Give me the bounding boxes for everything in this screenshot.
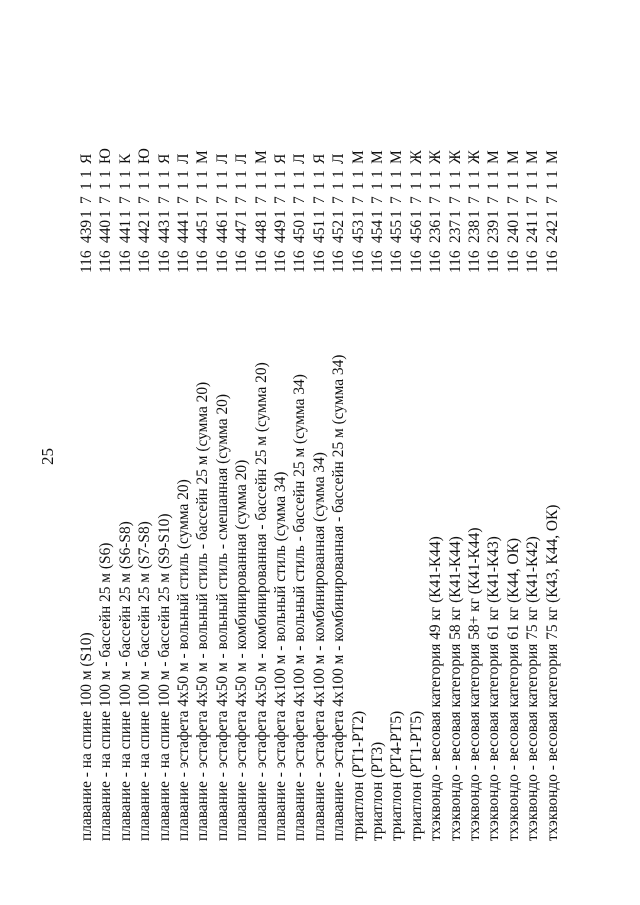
sport-discipline-name: плавание - на спине 100 м - бассейн 25 м (S6-S8) [116,521,134,841]
sport-discipline-name: тхэквондо - весовая категория 61 кг (К41-К43) [485,536,503,841]
sport-discipline-name: тхэквондо - весовая категория 75 кг (К41-К42) [524,536,542,841]
code-c2: 448 [252,219,270,243]
code-c4: 7 [485,196,503,204]
code-c2: 439 [78,219,95,243]
code-c1: 116 [388,250,406,273]
code-c3: 1 [291,210,309,218]
sport-discipline-name: тхэквондо - весовая категория 58+ кг (К41-К44) [466,527,483,841]
code-c5: 1 [543,182,561,190]
code-c1: 116 [136,250,154,273]
code-c2: 239 [485,219,503,243]
code-c4: 7 [155,196,173,204]
sport-discipline-name: плавание - эстафета 4х50 м - вольный стиль (сумма 20) [175,479,192,841]
table-row [271,0,290,905]
code-c3: 1 [136,210,154,218]
code-c1: 116 [116,250,134,273]
code-c6: 1 [543,170,561,178]
code-c7: Л [291,153,309,164]
code-group [446,152,465,273]
code-c2: 442 [136,219,154,243]
sport-discipline-name: плавание - эстафета 4х50 м - комбинированная - бассейн 25 м (сумма 20) [252,362,270,841]
code-c7: М [524,150,542,164]
code-c2: 444 [175,219,192,243]
table-row [213,0,232,905]
code-c7: Л [330,153,348,164]
code-group [387,152,406,273]
code-c7: Я [155,153,173,164]
code-c3: 1 [155,210,173,218]
code-group [116,152,135,273]
code-c4: 7 [388,196,406,204]
code-c4: 7 [213,196,231,204]
code-c5: 1 [291,182,309,190]
code-group [252,152,271,273]
sport-discipline-name: плавание - эстафета 4х100 м - комбинированная (сумма 34) [310,452,328,841]
table-row [465,0,484,905]
code-c1: 116 [369,250,386,273]
code-c2: 242 [543,219,561,243]
code-group [310,152,329,273]
code-c4: 7 [369,196,386,204]
code-c2: 447 [233,219,251,243]
code-c5: 1 [272,182,289,190]
code-c1: 116 [407,250,425,273]
code-c1: 116 [504,250,522,273]
table-row [290,0,309,905]
code-c1: 116 [78,250,95,273]
code-c3: 1 [446,210,464,218]
table-row [446,0,465,905]
code-c4: 7 [543,196,561,204]
code-c1: 116 [155,250,173,273]
code-group [213,152,232,273]
code-c5: 1 [446,182,464,190]
code-c2: 453 [349,219,367,243]
code-c6: 1 [194,170,212,178]
sport-discipline-name: плавание - эстафета 4х50 м - комбинированная (сумма 20) [233,459,251,841]
sport-discipline-name: тхэквондо - весовая категория 61 кг (К44, ОК) [504,537,522,841]
code-c4: 7 [427,196,445,204]
code-c5: 1 [504,182,522,190]
code-c3: 1 [78,210,95,218]
sport-discipline-name: триатлон (РТ3) [369,741,386,841]
code-c2: 455 [388,219,406,243]
code-c7: Ю [97,148,115,164]
code-c2: 449 [272,219,289,243]
code-c6: 1 [310,170,328,178]
code-c3: 1 [349,210,367,218]
code-c7: М [194,150,212,164]
code-c5: 1 [252,182,270,190]
code-c2: 236 [427,219,445,243]
code-c4: 7 [233,196,251,204]
table-row [135,0,154,905]
code-c2: 241 [524,219,542,243]
code-c1: 116 [175,250,192,273]
code-c3: 1 [252,210,270,218]
code-c4: 7 [291,196,309,204]
code-c5: 1 [175,182,192,190]
code-c5: 1 [97,182,115,190]
sport-discipline-name: плавание - эстафета 4х50 м - вольный стиль - смешанная (сумма 20) [213,394,231,841]
code-c5: 1 [369,182,386,190]
code-c5: 1 [349,182,367,190]
table-row [232,0,251,905]
code-c6: 1 [175,170,192,178]
sport-discipline-name: тхэквондо - весовая категория 49 кг (К41-К44) [427,536,445,841]
sport-discipline-name: плавание - на спине 100 м - бассейн 25 м (S9-S10) [155,513,173,841]
code-c7: Л [213,153,231,164]
code-group [135,148,154,273]
code-c6: 1 [349,170,367,178]
code-c3: 1 [427,210,445,218]
code-c6: 1 [291,170,309,178]
table-row [426,0,445,905]
code-c7: М [349,150,367,164]
code-c1: 116 [291,250,309,273]
code-c2: 443 [155,219,173,243]
code-group [174,152,193,273]
sport-discipline-name: плавание - на спине 100 м (S10) [78,632,95,841]
code-group [426,152,445,273]
code-c3: 1 [116,210,134,218]
sport-discipline-name: плавание - эстафета 4х50 м - вольный стиль - бассейн 25 м (сумма 20) [194,381,212,841]
code-group [193,152,212,273]
code-c3: 1 [175,210,192,218]
code-group [271,152,290,273]
code-c4: 7 [330,196,348,204]
code-c6: 1 [407,170,425,178]
code-group [484,152,503,273]
sport-discipline-name: триатлон (РТ1-РТ2) [349,710,367,841]
code-c7: Ж [407,150,425,164]
code-c5: 1 [310,182,328,190]
table-row [387,0,406,905]
sport-discipline-name: плавание - эстафета 4х100 м - комбинированная - бассейн 25 м (сумма 34) [330,354,348,841]
code-c6: 1 [330,170,348,178]
code-group [407,152,426,273]
code-group [232,152,251,273]
code-c2: 237 [446,219,464,243]
code-c5: 1 [427,182,445,190]
code-group [290,152,309,273]
code-c7: М [504,150,522,164]
code-c6: 1 [233,170,251,178]
table-row [349,0,368,905]
code-c5: 1 [388,182,406,190]
code-c1: 116 [446,250,464,273]
code-c2: 240 [504,219,522,243]
table-row [116,0,135,905]
code-c4: 7 [504,196,522,204]
table-row [310,0,329,905]
code-c4: 7 [97,196,115,204]
code-c3: 1 [369,210,386,218]
code-c6: 1 [524,170,542,178]
code-c2: 446 [213,219,231,243]
code-group [523,152,542,273]
code-c3: 1 [194,210,212,218]
code-group [349,152,368,273]
code-c7: М [388,150,406,164]
code-c7: М [543,150,561,164]
code-c7: М [252,150,270,164]
code-c6: 1 [466,170,483,178]
sport-discipline-name: плавание - эстафета 4х100 м - вольный стиль - бассейн 25 м (сумма 34) [291,374,309,841]
table-row [523,0,542,905]
code-c2: 450 [291,219,309,243]
code-c6: 1 [116,170,134,178]
code-c5: 1 [466,182,483,190]
table-row [174,0,193,905]
code-c6: 1 [252,170,270,178]
code-c5: 1 [233,182,251,190]
code-c7: Л [233,153,251,164]
code-c2: 456 [407,219,425,243]
code-group [504,152,523,273]
code-c2: 238 [466,219,483,243]
code-c3: 1 [524,210,542,218]
code-group [543,152,562,273]
code-c3: 1 [407,210,425,218]
code-c1: 116 [466,250,483,273]
code-c1: 116 [349,250,367,273]
code-c3: 1 [466,210,483,218]
code-c7: Ж [427,150,445,164]
code-c5: 1 [116,182,134,190]
code-c2: 451 [310,219,328,243]
code-c7: Я [272,153,289,164]
code-c6: 1 [155,170,173,178]
code-c4: 7 [116,196,134,204]
code-c6: 1 [446,170,464,178]
table-row [407,0,426,905]
code-c3: 1 [97,210,115,218]
code-c5: 1 [524,182,542,190]
code-c1: 116 [310,250,328,273]
code-c6: 1 [213,170,231,178]
code-c2: 440 [97,219,115,243]
code-c6: 1 [388,170,406,178]
code-c3: 1 [233,210,251,218]
sport-discipline-name: триатлон (РТ1-РТ5) [407,710,425,841]
table-row [504,0,523,905]
table-row [77,0,96,905]
code-c3: 1 [504,210,522,218]
table-row [155,0,174,905]
code-c1: 116 [524,250,542,273]
code-c7: Ж [446,150,464,164]
code-c1: 116 [233,250,251,273]
code-c7: Я [310,153,328,164]
code-c5: 1 [485,182,503,190]
table-row [252,0,271,905]
code-c7: Ю [136,148,154,164]
code-c4: 7 [466,196,483,204]
code-c5: 1 [194,182,212,190]
sport-discipline-name: триатлон (РТ4-РТ5) [388,710,406,841]
code-c6: 1 [369,170,386,178]
code-c5: 1 [213,182,231,190]
code-c2: 441 [116,219,134,243]
sport-discipline-name: тхэквондо - весовая категория 58 кг (К41-К44) [446,536,464,841]
code-c1: 116 [213,250,231,273]
code-c6: 1 [272,170,289,178]
code-c7: М [485,150,503,164]
code-c3: 1 [543,210,561,218]
code-group [96,148,115,273]
code-c4: 7 [175,196,192,204]
code-c4: 7 [446,196,464,204]
sport-discipline-name: плавание - на спине 100 м - бассейн 25 м (S6) [97,542,115,841]
code-c6: 1 [485,170,503,178]
code-c7: К [116,153,134,164]
code-c4: 7 [194,196,212,204]
table-row [193,0,212,905]
table-row [96,0,115,905]
code-c1: 116 [330,250,348,273]
page-number: 25 [38,448,57,465]
code-c4: 7 [78,196,95,204]
code-c4: 7 [524,196,542,204]
code-group [77,152,96,273]
code-c5: 1 [330,182,348,190]
code-c1: 116 [272,250,289,273]
code-c6: 1 [427,170,445,178]
code-c5: 1 [155,182,173,190]
code-c2: 452 [330,219,348,243]
sport-discipline-name: тхэквондо - весовая категория 75 кг (К43, К44, ОК) [543,504,561,841]
code-c6: 1 [78,170,95,178]
code-c1: 116 [485,250,503,273]
code-c6: 1 [136,170,154,178]
code-c7: Л [175,153,192,164]
code-c3: 1 [310,210,328,218]
table-row [484,0,503,905]
code-group [368,152,387,273]
code-c5: 1 [407,182,425,190]
code-c2: 445 [194,219,212,243]
code-c1: 116 [194,250,212,273]
code-c2: 454 [369,219,386,243]
code-c4: 7 [310,196,328,204]
code-c5: 1 [78,182,95,190]
code-c6: 1 [504,170,522,178]
code-c4: 7 [136,196,154,204]
code-c1: 116 [252,250,270,273]
code-c3: 1 [213,210,231,218]
code-c1: 116 [543,250,561,273]
table-row [368,0,387,905]
code-c3: 1 [485,210,503,218]
code-c7: М [369,150,386,164]
code-c7: Ж [466,150,483,164]
code-c4: 7 [252,196,270,204]
code-c1: 116 [427,250,445,273]
sport-discipline-name: плавание - на спине 100 м - бассейн 25 м (S7-S8) [136,521,154,841]
code-c3: 1 [272,210,289,218]
code-c7: Я [78,153,95,164]
code-c4: 7 [272,196,289,204]
code-group [329,152,348,273]
code-c4: 7 [407,196,425,204]
code-c3: 1 [330,210,348,218]
code-group [465,152,484,273]
code-c4: 7 [349,196,367,204]
table-row [329,0,348,905]
code-group [155,152,174,273]
code-c5: 1 [136,182,154,190]
table-row [543,0,562,905]
code-c1: 116 [97,250,115,273]
sport-discipline-name: плавание - эстафета 4х100 м - вольный стиль (сумма 34) [272,471,289,841]
code-c3: 1 [388,210,406,218]
code-c6: 1 [97,170,115,178]
